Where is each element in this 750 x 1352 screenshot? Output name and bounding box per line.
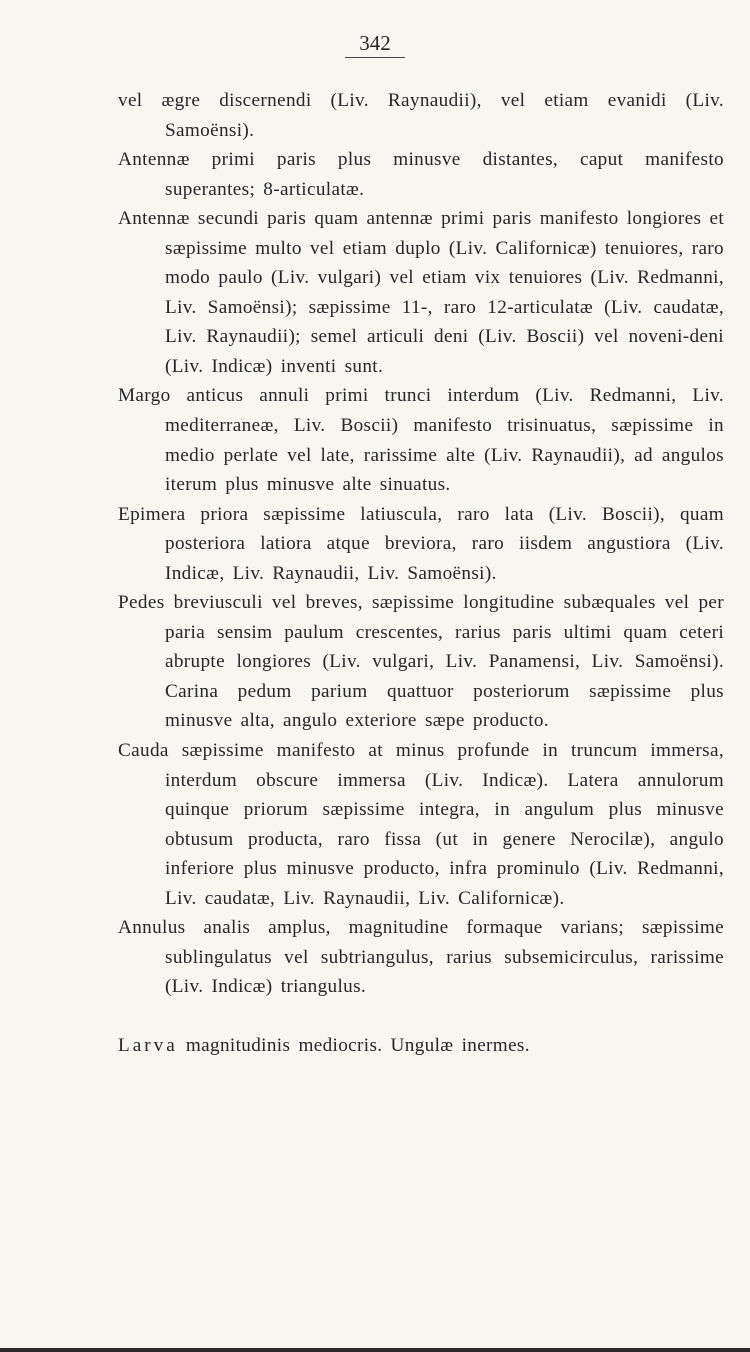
body-text — [118, 86, 724, 1061]
paragraph-epimera: Epimera priora sæpissime latiuscula, raro lata (Liv. Boscii), quam posteriora latiora atque breviora, raro iisdem angustiora (Liv. Indicæ, Liv. Raynaudii, Liv. Samoënsi). — [118, 503, 724, 584]
page-number — [0, 30, 750, 58]
paragraph-antennae-secundi: Antennæ secundi paris quam antennæ primi paris manifesto longiores et sæpissime multo vel etiam duplo (Liv. Californicæ) tenuiores, raro modo paulo (Liv. vulgari) vel etiam vix tenuiores (Liv. Redmanni, Liv. Samoënsi); sæpissime 11-, raro 12-articulatæ (Liv. caudatæ, Liv. Raynaudii); semel articuli deni (Liv. Boscii) vel noveni-deni (Liv. Indicæ) inventi sunt. — [118, 208, 724, 377]
page-number-text: 342 — [345, 30, 405, 58]
larva-text: magnitudinis mediocris. Ungulæ inermes. — [177, 1034, 530, 1056]
larva-label: Larva — [118, 1034, 178, 1056]
paragraph-annulus-analis: Annulus analis amplus, magnitudine formaque varians; sæpissime sublingulatus vel subtriangulus, rarius subsemicirculus, rarissime (Liv. Indicæ) triangulus. — [118, 917, 724, 998]
paragraph-cauda: Cauda sæpissime manifesto at minus profunde in truncum immersa, interdum obscure immersa (Liv. Indicæ). Latera annulorum quinque priorum sæpissime integra, in angulum plus minusve obtusum producta, raro fissa (ut in genere Nerocilæ), angulo inferiore plus minusve producto, infra prominulo (Liv. Redmanni, Liv. caudatæ, Liv. Raynaudii, Liv. Californicæ). — [118, 740, 724, 909]
paragraph-margo-anticus: Margo anticus annuli primi trunci interdum (Liv. Redmanni, Liv. mediterraneæ, Liv. Boscii) manifesto trisinuatus, sæpissime in medio perlate vel late, rarissime alte (Liv. Raynaudii), ad angulos iterum plus minusve alte sinuatus. — [118, 385, 724, 496]
paragraph-larva — [118, 1031, 724, 1061]
paragraph-antennae-primi: Antennæ primi paris plus minusve distantes, caput manifesto superantes; 8-articulatæ. — [118, 149, 724, 200]
bottom-rule — [0, 1348, 750, 1352]
paragraph-pedes: Pedes breviusculi vel breves, sæpissime longitudine subæquales vel per paria sensim paulum crescentes, rarius paris ultimi quam ceteri abrupte longiores (Liv. vulgari, Liv. Panamensi, Liv. Samoënsi). Carina pedum parium quattuor posteriorum sæpissime plus minusve alta, angulo exteriore sæpe producto. — [118, 592, 724, 732]
paragraph-continuation: vel ægre discernendi (Liv. Raynaudii), vel etiam evanidi (Liv. Samoënsi). — [118, 90, 724, 141]
